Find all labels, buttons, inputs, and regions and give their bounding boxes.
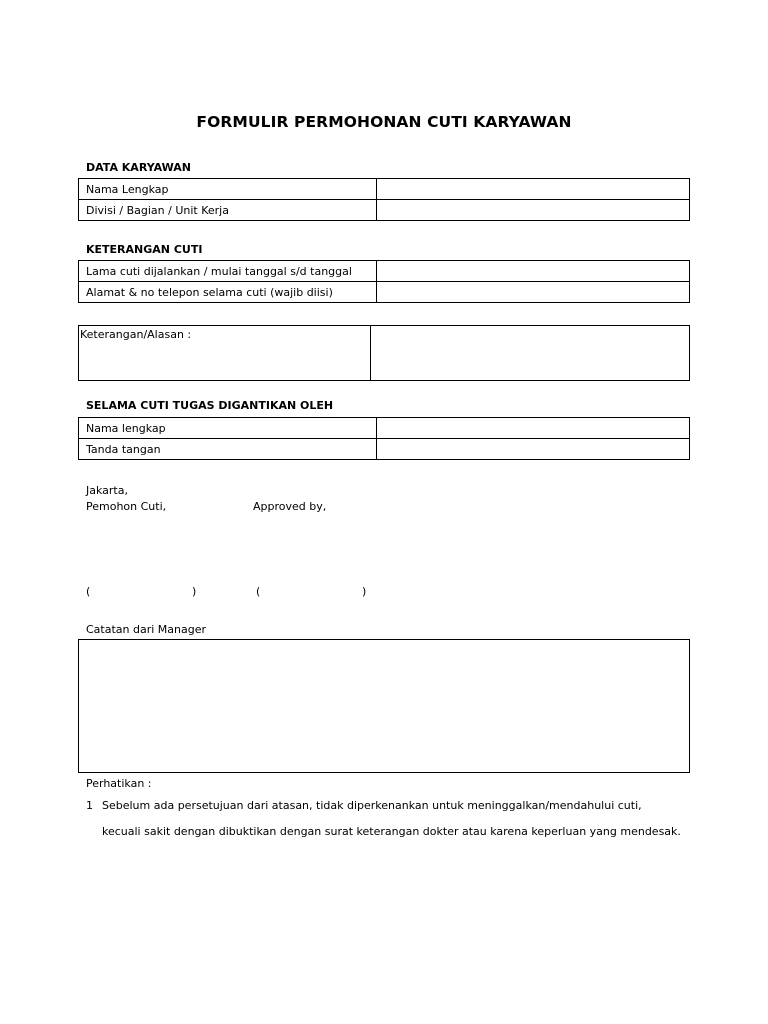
manager-notes-box[interactable] [78,639,690,773]
table-row [79,261,690,282]
approver-label: Approved by, [253,500,327,513]
notice-heading: Perhatikan : [86,777,152,790]
row-label-tanda-tangan: Tanda tangan [79,439,377,460]
substitute-table [78,417,690,460]
input-nama-lengkap[interactable] [377,179,690,200]
employee-data-table [78,178,690,221]
table-row [79,439,690,460]
page-title: FORMULIR PERMOHONAN CUTI KARYAWAN [196,113,572,131]
manager-notes-label: Catatan dari Manager [86,623,207,636]
notice-line-2: kecuali sakit dengan dibuktikan dengan surat keterangan dokter atau karena keperluan yang mendesak. [102,825,681,838]
row-label-lama-cuti: Lama cuti dijalankan / mulai tanggal s/d tanggal [79,261,377,282]
table-row [79,282,690,303]
section-heading-data-karyawan: DATA KARYAWAN [86,161,191,174]
row-label-divisi: Divisi / Bagian / Unit Kerja [79,200,377,221]
table-row [79,418,690,439]
applicant-label: Pemohon Cuti, [86,500,167,513]
notice-line-1: Sebelum ada persetujuan dari atasan, tidak diperkenankan untuk meninggalkan/mendahului cuti, [102,799,642,812]
notice-number: 1 [86,799,93,812]
reason-table [78,325,690,381]
input-alasan[interactable] [371,326,690,381]
row-label-nama-lengkap: Nama Lengkap [79,179,377,200]
applicant-sign-open-paren: ( [86,585,91,598]
section-heading-pengganti: SELAMA CUTI TUGAS DIGANTIKAN OLEH [86,399,334,412]
input-divisi[interactable] [377,200,690,221]
row-label-alamat: Alamat & no telepon selama cuti (wajib diisi) [79,282,377,303]
row-label-alasan: Keterangan/Alasan : [79,326,371,381]
table-row [79,326,690,381]
section-heading-keterangan-cuti: KETERANGAN CUTI [86,243,203,256]
input-alamat[interactable] [377,282,690,303]
city-label: Jakarta, [86,484,128,497]
approver-sign-open-paren: ( [256,585,261,598]
table-row [79,200,690,221]
leave-info-table [78,260,690,303]
input-tanda-tangan[interactable] [377,439,690,460]
row-label-nama-pengganti: Nama lengkap [79,418,377,439]
approver-sign-close-paren: ) [362,585,367,598]
applicant-sign-close-paren: ) [192,585,197,598]
input-lama-cuti[interactable] [377,261,690,282]
table-row [79,179,690,200]
input-nama-pengganti[interactable] [377,418,690,439]
